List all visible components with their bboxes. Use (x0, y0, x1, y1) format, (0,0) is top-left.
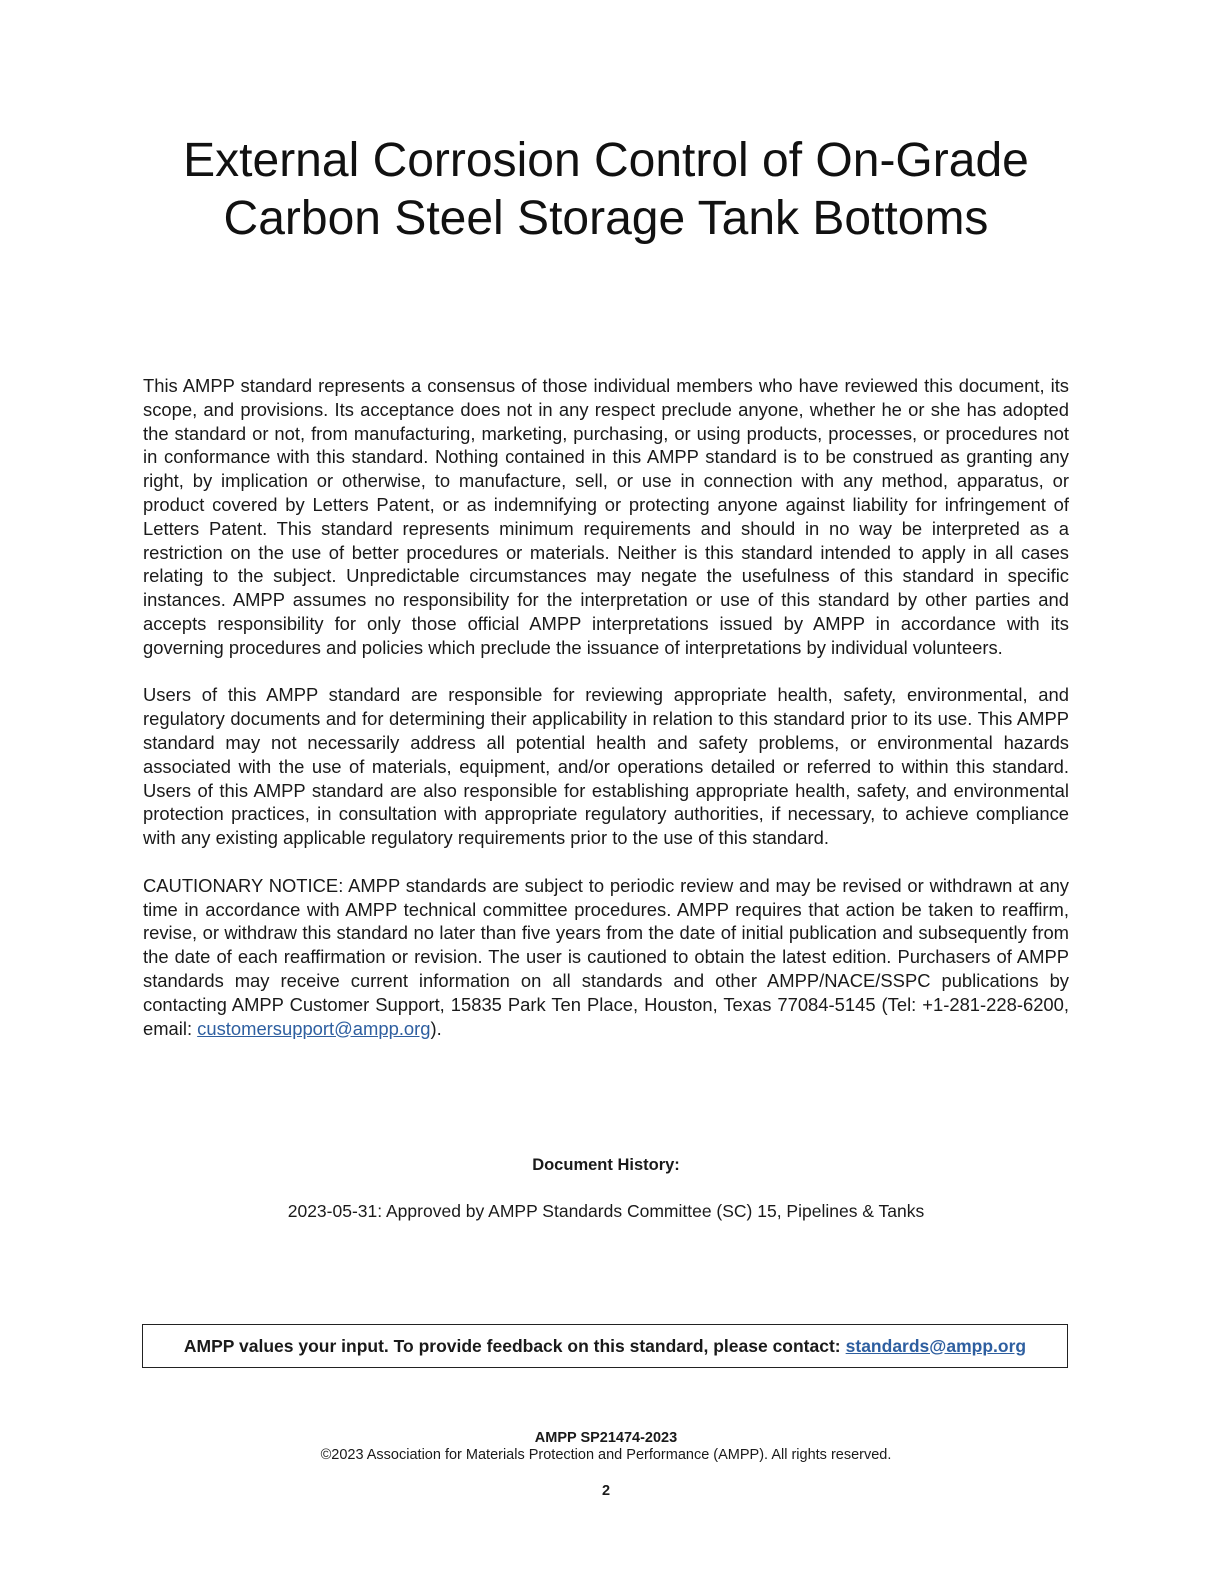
document-history-heading: Document History: (532, 1156, 680, 1174)
page-number: 2 (601, 1483, 611, 1499)
feedback-box (142, 1324, 1068, 1368)
feedback-text: AMPP values your input. To provide feedback on this standard, please contact: (183, 1335, 841, 1356)
document-title-line-2: Carbon Steel Storage Tank Bottoms (223, 192, 989, 245)
document-history-entry: 2023-05-31: Approved by AMPP Standards Committee (SC) 15, Pipelines & Tanks (287, 1201, 925, 1221)
footer-standard-code: AMPP SP21474-2023 (534, 1430, 678, 1446)
footer-copyright: ©2023 Association for Materials Protection and Performance (AMPP). All rights reserved. (320, 1447, 892, 1463)
disclaimer-body (143, 374, 1069, 1064)
consensus-paragraph: This AMPP standard represents a consensus of those individual members who have reviewed this document, its scope, and provisions. Its acceptance does not in any respect preclude anyone, whether he or she has adopted the standard or not, from manufacturing, marketing, purchasing, or using products, processes, or procedures not in conformance with this standard. Nothing contained in this AMPP standard is to be construed as granting any right, by implication or otherwise, to manufacture, sell, or use in connection with any method, apparatus, or product covered by Letters Patent, or as indemnifying or protecting anyone against liability for infringement of Letters Patent. This standard represents minimum requirements and should in no way be interpreted as a restriction on the use of better procedures or materials. Neither is this standard intended to apply in all cases relating to the subject. Unpredictable circumstances may negate the usefulness of this standard in specific instances. AMPP assumes no responsibility for the interpretation or use of this standard by other parties and accepts responsibility for only those official AMPP interpretations issued by AMPP in accordance with its governing procedures and policies which preclude the issuance of interpretations by individual volunteers. (143, 375, 1069, 658)
document-title (100, 132, 1112, 248)
customer-support-email-link[interactable]: customersupport@ampp.org (197, 1017, 431, 1039)
cautionary-notice-paragraph (143, 874, 1069, 1041)
standards-email-link[interactable]: standards@ampp.org (845, 1335, 1027, 1356)
document-title-line-1: External Corrosion Control of On-Grade (183, 134, 1029, 187)
cautionary-notice-end: ). (430, 1017, 442, 1039)
users-responsibility-paragraph: Users of this AMPP standard are responsible for reviewing appropriate health, safety, environmental, and regulatory documents and for determining their applicability in relation to this standard prior to its use. This AMPP standard may not necessarily address all potential health and safety problems, or environmental hazards associated with the use of materials, equipment, and/or operations detailed or referred to within this standard. Users of this AMPP standard are also responsible for establishing appropriate health, safety, and environmental protection practices, in consultation with appropriate regulatory authorities, if necessary, to achieve compliance with any existing applicable regulatory requirements prior to the use of this standard. (143, 684, 1069, 849)
cautionary-notice-text: CAUTIONARY NOTICE: AMPP standards are subject to periodic review and may be revised or withdrawn at any time in accordance with AMPP technical committee procedures. AMPP requires that action be taken to reaffirm, revise, or withdraw this standard no later than five years from the date of initial publication and subsequently from the date of each reaffirmation or revision. The user is cautioned to obtain the latest edition. Purchasers of AMPP standards may receive current information on all standards and other AMPP/NACE/SSPC publications by contacting AMPP Customer Support, 15835 Park Ten Place, Houston, Texas 77084-5145 (Tel: +1-281-228-6200, email: (143, 874, 1069, 1039)
